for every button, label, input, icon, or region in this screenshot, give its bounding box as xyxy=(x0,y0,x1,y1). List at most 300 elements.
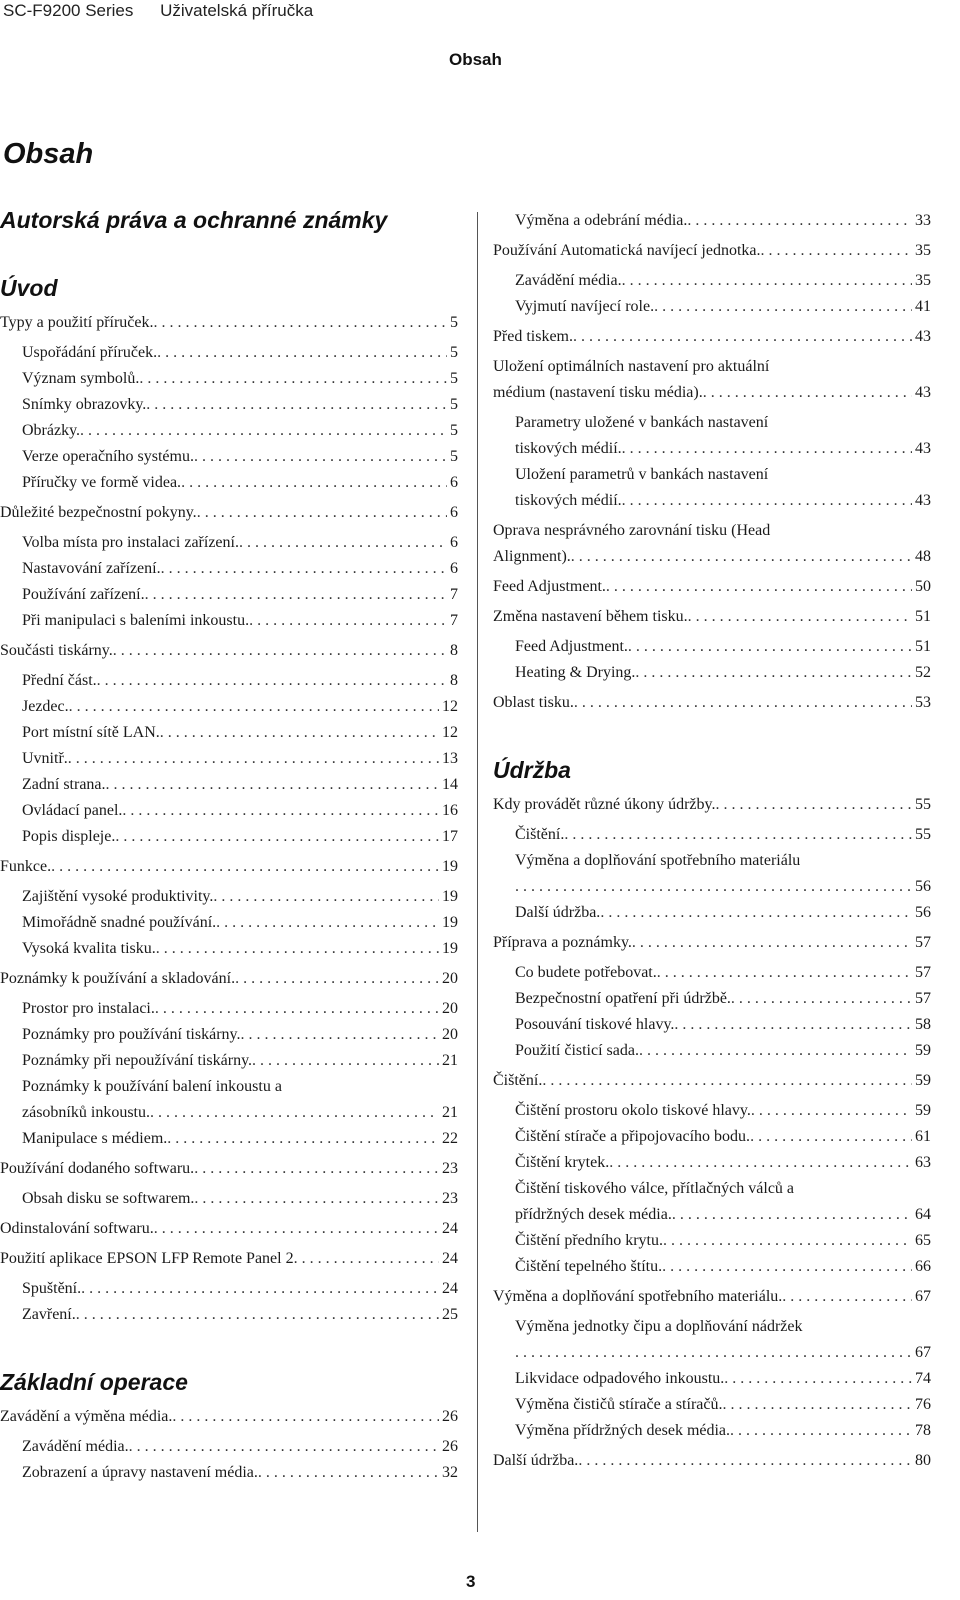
toc-entry-title: Feed Adjustment. xyxy=(493,578,606,595)
toc-page-number: 51 xyxy=(915,638,931,655)
dot-leader xyxy=(628,634,912,660)
toc-page-number: 78 xyxy=(915,1422,931,1439)
dot-leader xyxy=(129,1434,439,1460)
toc-entry-title: Poznámky k používání balení inkoustu a xyxy=(22,1078,282,1095)
dot-leader xyxy=(161,556,447,582)
toc-entry[interactable] xyxy=(493,690,931,716)
dot-leader xyxy=(662,1254,912,1280)
toc-page-number: 26 xyxy=(442,1408,458,1425)
toc-entry[interactable] xyxy=(0,694,458,720)
toc-page-number: 43 xyxy=(915,492,931,509)
toc-entry-title: Použití čisticí sada. xyxy=(515,1042,639,1059)
dot-leader xyxy=(115,824,439,850)
dot-leader xyxy=(663,1228,912,1254)
toc-entry-title: Uložení parametrů v bankách nastavení xyxy=(515,466,769,483)
toc-entry-title-cont: Alignment). xyxy=(493,548,571,565)
dot-leader xyxy=(252,1048,439,1074)
toc-page-number: 80 xyxy=(915,1452,931,1469)
toc-page-number: 14 xyxy=(442,776,458,793)
dot-leader xyxy=(51,854,439,880)
toc-entry-title: Oprava nesprávného zarovnání tisku (Head xyxy=(493,522,771,539)
toc-entry-title: Zavření. xyxy=(22,1306,76,1323)
toc-entry[interactable] xyxy=(0,936,458,962)
dot-leader xyxy=(722,1392,912,1418)
toc-entry[interactable] xyxy=(0,1276,458,1302)
toc-entry[interactable] xyxy=(493,1228,931,1254)
toc-entry[interactable] xyxy=(493,462,931,514)
dot-leader xyxy=(80,418,447,444)
toc-entry-title: Port místní sítě LAN. xyxy=(22,724,160,741)
toc-entry-title: Vysoká kvalita tisku. xyxy=(22,940,156,957)
toc-entry-title-cont: médium (nastavení tisku média). xyxy=(493,384,703,401)
toc-entry-title: Používání dodaného softwaru. xyxy=(0,1160,195,1177)
toc-page-number: 43 xyxy=(915,384,931,401)
toc-entry-title: Oblast tisku. xyxy=(493,694,574,711)
toc-entry-title: Výměna přídržných desek média. xyxy=(515,1422,731,1439)
dot-leader xyxy=(249,608,447,634)
toc-page-number: 35 xyxy=(915,272,931,289)
toc-entry-title-cont: zásobníků inkoustu. xyxy=(22,1104,150,1121)
toc-entry-title: Prostor pro instalaci. xyxy=(22,1000,155,1017)
page-title: Obsah xyxy=(3,138,94,170)
toc-page-number: 59 xyxy=(915,1072,931,1089)
dot-leader xyxy=(113,638,447,664)
toc-page-number: 6 xyxy=(450,474,458,491)
toc-page-number: 7 xyxy=(450,586,458,603)
toc-entry[interactable] xyxy=(0,1302,458,1328)
toc-entry[interactable] xyxy=(0,1156,458,1182)
toc-entry[interactable] xyxy=(0,470,458,496)
toc-entry-title: Poznámky při nepoužívání tiskárny. xyxy=(22,1052,253,1069)
toc-entry-title: Uspořádání příruček. xyxy=(22,344,158,361)
toc-entry[interactable] xyxy=(0,1074,458,1126)
toc-page-number: 20 xyxy=(442,1026,458,1043)
toc-entry[interactable] xyxy=(0,1460,458,1486)
dot-leader xyxy=(760,238,912,264)
dot-leader xyxy=(564,822,912,848)
toc-entry-title: Odinstalování softwaru. xyxy=(0,1220,154,1237)
toc-entry-title: Čištění krytek. xyxy=(515,1154,610,1171)
toc-entry[interactable] xyxy=(493,1284,931,1310)
toc-entry[interactable] xyxy=(493,354,931,406)
toc-entry-title: Čištění stírače a připojovacího bodu. xyxy=(515,1128,751,1145)
toc-entry[interactable] xyxy=(0,608,458,634)
manual-name: Uživatelská příručka xyxy=(160,1,314,20)
toc-page-number: 12 xyxy=(442,724,458,741)
toc-page-number: 74 xyxy=(915,1370,931,1387)
toc-entry[interactable] xyxy=(0,340,458,366)
toc-entry-title: Mimořádně snadné používání. xyxy=(22,914,217,931)
dot-leader xyxy=(240,1022,439,1048)
toc-page-number: 32 xyxy=(442,1464,458,1481)
toc-page-number: 5 xyxy=(450,314,458,331)
toc-page-number: 5 xyxy=(450,370,458,387)
toc-entry[interactable] xyxy=(493,268,931,294)
dot-leader xyxy=(213,884,439,910)
dot-leader xyxy=(181,470,447,496)
dot-leader xyxy=(81,1276,439,1302)
toc-entry[interactable] xyxy=(493,518,931,570)
dot-leader xyxy=(515,874,912,900)
dot-leader xyxy=(122,798,439,824)
toc-entry-title: Součásti tiskárny. xyxy=(0,642,113,659)
toc-entry-title: Ovládací panel. xyxy=(22,802,123,819)
toc-page-number: 58 xyxy=(915,1016,931,1033)
dot-leader xyxy=(609,1150,912,1176)
toc-page-number: 19 xyxy=(442,888,458,905)
toc-page-number: 6 xyxy=(450,504,458,521)
dot-leader xyxy=(687,208,912,234)
dot-leader xyxy=(194,1186,439,1212)
toc-page-number: 67 xyxy=(915,1344,931,1361)
toc-page-number: 5 xyxy=(450,344,458,361)
dot-leader xyxy=(657,960,912,986)
toc-entry-title: Výměna jednotky čipu a doplňování nádržek xyxy=(515,1318,803,1335)
toc-page-number: 43 xyxy=(915,440,931,457)
running-header xyxy=(3,1,335,21)
toc-entry-title: Heating & Drying. xyxy=(515,664,636,681)
toc-page-number: 50 xyxy=(915,578,931,595)
section-heading: Autorská práva a ochranné známky xyxy=(0,207,388,233)
toc-entry[interactable] xyxy=(493,1124,931,1150)
toc-entry[interactable] xyxy=(493,1098,931,1124)
toc-entry-title: Obsah disku se softwarem. xyxy=(22,1190,195,1207)
toc-page-number: 33 xyxy=(915,212,931,229)
toc-page-number: 21 xyxy=(442,1104,458,1121)
toc-entry-title: Poznámky pro používání tiskárny. xyxy=(22,1026,241,1043)
toc-page-number: 12 xyxy=(442,698,458,715)
toc-entry[interactable] xyxy=(0,530,458,556)
dot-leader xyxy=(782,1284,912,1310)
toc-entry[interactable] xyxy=(0,1246,458,1272)
toc-page-number: 64 xyxy=(915,1206,931,1223)
toc-page-number: 8 xyxy=(450,672,458,689)
toc-entry[interactable] xyxy=(0,884,458,910)
toc-entry[interactable] xyxy=(0,444,458,470)
dot-leader xyxy=(622,436,912,462)
toc-page-number: 24 xyxy=(442,1250,458,1267)
dot-leader xyxy=(145,582,447,608)
toc-entry-title: Čištění. xyxy=(515,826,565,843)
toc-entry-title: Kdy provádět různé úkony údržby. xyxy=(493,796,716,813)
toc-entry-title: Čištění prostoru okolo tiskové hlavy. xyxy=(515,1102,751,1119)
toc-entry-title-cont: tiskových médií. xyxy=(515,440,622,457)
toc-entry-title: Nastavování zařízení. xyxy=(22,560,161,577)
dot-leader xyxy=(194,1156,439,1182)
toc-entry-title: Příručky ve formě videa. xyxy=(22,474,182,491)
toc-page-number: 23 xyxy=(442,1190,458,1207)
toc-page-number: 67 xyxy=(915,1288,931,1305)
toc-right-column xyxy=(493,208,931,1474)
toc-page-number: 5 xyxy=(450,422,458,439)
toc-entry[interactable] xyxy=(0,1216,458,1242)
toc-entry-title: Vyjmutí navíjecí role. xyxy=(515,298,655,315)
toc-entry[interactable] xyxy=(0,772,458,798)
dot-leader xyxy=(139,366,447,392)
toc-entry[interactable] xyxy=(493,660,931,686)
toc-entry[interactable] xyxy=(0,966,458,992)
dot-leader xyxy=(154,1216,439,1242)
toc-page-number: 6 xyxy=(450,534,458,551)
toc-page-number: 65 xyxy=(915,1232,931,1249)
toc-entry-title: Spuštění. xyxy=(22,1280,82,1297)
dot-leader xyxy=(622,268,912,294)
toc-entry[interactable] xyxy=(493,822,931,848)
toc-entry[interactable] xyxy=(493,930,931,956)
toc-entry[interactable] xyxy=(0,1186,458,1212)
toc-entry[interactable] xyxy=(0,500,458,526)
dot-leader xyxy=(172,1404,439,1430)
toc-entry[interactable] xyxy=(493,1012,931,1038)
toc-entry[interactable] xyxy=(493,1314,931,1366)
toc-page-number: 56 xyxy=(915,878,931,895)
toc-entry[interactable] xyxy=(493,960,931,986)
toc-entry-title: Používání Automatická navíjecí jednotka. xyxy=(493,242,761,259)
dot-leader xyxy=(542,1068,912,1094)
toc-page-number: 57 xyxy=(915,990,931,1007)
toc-page-number: 66 xyxy=(915,1258,931,1275)
toc-page-number: 6 xyxy=(450,560,458,577)
toc-left-column xyxy=(0,206,458,1486)
toc-entry-title: Zavádění média. xyxy=(515,272,622,289)
toc-entry[interactable] xyxy=(0,418,458,444)
toc-page-number: 24 xyxy=(442,1220,458,1237)
toc-page-number: 20 xyxy=(442,970,458,987)
toc-entry-title-cont: tiskových médií. xyxy=(515,492,622,509)
toc-entry[interactable] xyxy=(0,910,458,936)
dot-leader xyxy=(167,1126,439,1152)
dot-leader xyxy=(674,1012,912,1038)
toc-entry-title: Funkce. xyxy=(0,858,52,875)
section-heading: Údržba xyxy=(493,757,571,783)
toc-entry[interactable] xyxy=(493,1392,931,1418)
dot-leader xyxy=(97,668,447,694)
toc-entry-title: Co budete potřebovat. xyxy=(515,964,657,981)
toc-page-number: 55 xyxy=(915,796,931,813)
toc-entry-title: Zadní strana. xyxy=(22,776,106,793)
dot-leader xyxy=(606,574,912,600)
toc-entry[interactable] xyxy=(493,634,931,660)
toc-page-number: 43 xyxy=(915,328,931,345)
toc-entry[interactable] xyxy=(0,310,458,336)
toc-entry-title: Poznámky k používání a skladování. xyxy=(0,970,236,987)
toc-entry[interactable] xyxy=(493,574,931,600)
toc-entry-title: Výměna a doplňování spotřebního materiálu xyxy=(515,852,801,869)
toc-entry[interactable] xyxy=(0,668,458,694)
toc-page-number: 41 xyxy=(915,298,931,315)
toc-entry-title: Zavádění média. xyxy=(22,1438,129,1455)
dot-leader xyxy=(69,694,439,720)
toc-entry[interactable] xyxy=(493,410,931,462)
toc-entry[interactable] xyxy=(493,1254,931,1280)
dot-leader xyxy=(574,690,912,716)
dot-leader xyxy=(654,294,912,320)
toc-entry[interactable] xyxy=(0,746,458,772)
toc-entry[interactable] xyxy=(493,792,931,818)
toc-page-number: 53 xyxy=(915,694,931,711)
toc-entry-title: Jezdec. xyxy=(22,698,69,715)
dot-leader xyxy=(688,604,912,630)
toc-page-number: 59 xyxy=(915,1042,931,1059)
toc-entry-title: Výměna čističů stírače a stíračů. xyxy=(515,1396,723,1413)
toc-entry[interactable] xyxy=(493,986,931,1012)
toc-entry-title: Feed Adjustment. xyxy=(515,638,628,655)
section-heading: Úvod xyxy=(0,275,58,301)
dot-leader xyxy=(571,544,912,570)
toc-entry-title: Volba místa pro instalaci zařízení. xyxy=(22,534,239,551)
toc-entry-title: Čištění. xyxy=(493,1072,543,1089)
toc-entry-title: Zavádění a výměna média. xyxy=(0,1408,173,1425)
toc-page-number: 56 xyxy=(915,904,931,921)
dot-leader xyxy=(750,1124,912,1150)
toc-page-number: 20 xyxy=(442,1000,458,1017)
toc-entry[interactable] xyxy=(0,824,458,850)
toc-entry[interactable] xyxy=(493,1176,931,1228)
toc-page-number: 19 xyxy=(442,940,458,957)
toc-entry[interactable] xyxy=(0,1434,458,1460)
toc-entry[interactable] xyxy=(493,1068,931,1094)
toc-page-number: 25 xyxy=(442,1306,458,1323)
toc-entry-title: Verze operačního systému. xyxy=(22,448,194,465)
toc-page-number: 35 xyxy=(915,242,931,259)
dot-leader xyxy=(150,1100,439,1126)
dot-leader xyxy=(515,1340,912,1366)
dot-leader xyxy=(730,1418,912,1444)
dot-leader xyxy=(106,772,439,798)
toc-entry[interactable] xyxy=(0,720,458,746)
dot-leader xyxy=(639,1038,912,1064)
page-number: 3 xyxy=(466,1572,476,1591)
toc-entry[interactable] xyxy=(0,1048,458,1074)
toc-entry-title: Uložení optimálních nastavení pro aktuální xyxy=(493,358,770,375)
toc-page-number: 57 xyxy=(915,934,931,951)
toc-entry[interactable] xyxy=(0,1022,458,1048)
dot-leader xyxy=(600,900,912,926)
toc-page-number: 7 xyxy=(450,612,458,629)
section-header: Obsah xyxy=(449,50,502,69)
dot-leader xyxy=(160,720,439,746)
dot-leader xyxy=(197,500,447,526)
toc-page-number: 55 xyxy=(915,826,931,843)
toc-entry[interactable] xyxy=(493,294,931,320)
toc-entry[interactable] xyxy=(0,556,458,582)
toc-page-number: 5 xyxy=(450,448,458,465)
toc-entry-title: Parametry uložené v bankách nastavení xyxy=(515,414,769,431)
toc-entry-title: Popis displeje. xyxy=(22,828,116,845)
toc-entry[interactable] xyxy=(493,1366,931,1392)
toc-entry-title: Přední část. xyxy=(22,672,97,689)
dot-leader xyxy=(156,936,439,962)
toc-entry[interactable] xyxy=(493,848,931,900)
toc-entry-title-cont: přídržných desek média. xyxy=(515,1206,672,1223)
dot-leader xyxy=(751,1098,912,1124)
column-divider xyxy=(477,212,478,1532)
toc-entry-title: Změna nastavení během tisku. xyxy=(493,608,688,625)
toc-entry-title: Obrázky. xyxy=(22,422,81,439)
dot-leader xyxy=(632,930,912,956)
toc-entry-title: Posouvání tiskové hlavy. xyxy=(515,1016,675,1033)
toc-entry[interactable] xyxy=(493,1150,931,1176)
dot-leader xyxy=(258,1460,439,1486)
dot-leader xyxy=(578,1448,912,1474)
toc-entry[interactable] xyxy=(0,1404,458,1430)
toc-entry-title: Zobrazení a úpravy nastavení média. xyxy=(22,1464,258,1481)
toc-entry-title: Typy a použití příruček. xyxy=(0,314,154,331)
toc-entry-title: Výměna a doplňování spotřebního materiálu. xyxy=(493,1288,783,1305)
dot-leader xyxy=(235,966,439,992)
toc-entry-title: Příprava a poznámky. xyxy=(493,934,632,951)
toc-entry[interactable] xyxy=(0,582,458,608)
dot-leader xyxy=(731,986,912,1012)
dot-leader xyxy=(672,1202,912,1228)
toc-entry-title: Před tiskem. xyxy=(493,328,573,345)
toc-entry-title: Význam symbolů. xyxy=(22,370,140,387)
toc-entry[interactable] xyxy=(493,900,931,926)
dot-leader xyxy=(146,392,447,418)
toc-page-number: 51 xyxy=(915,608,931,625)
toc-entry[interactable] xyxy=(493,208,931,234)
toc-entry[interactable] xyxy=(0,1126,458,1152)
dot-leader xyxy=(157,340,447,366)
product-name: SC-F9200 Series xyxy=(3,1,134,20)
toc-page-number: 5 xyxy=(450,396,458,413)
dot-leader xyxy=(635,660,912,686)
dot-leader xyxy=(154,310,448,336)
toc-page-number: 61 xyxy=(915,1128,931,1145)
toc-entry-title: Zajištění vysoké produktivity. xyxy=(22,888,214,905)
toc-page-number: 17 xyxy=(442,828,458,845)
toc-entry[interactable] xyxy=(493,1038,931,1064)
section-heading: Základní operace xyxy=(0,1369,188,1395)
toc-entry[interactable] xyxy=(493,1418,931,1444)
toc-entry[interactable] xyxy=(0,392,458,418)
toc-page-number: 22 xyxy=(442,1130,458,1147)
dot-leader xyxy=(573,324,912,350)
toc-entry[interactable] xyxy=(493,324,931,350)
toc-entry-title: Likvidace odpadového inkoustu. xyxy=(515,1370,725,1387)
toc-entry-title: Další údržba. xyxy=(493,1452,579,1469)
toc-entry-title: Při manipulaci s baleními inkoustu. xyxy=(22,612,250,629)
toc-page-number: 23 xyxy=(442,1160,458,1177)
toc-entry[interactable] xyxy=(493,604,931,630)
toc-entry-title: Manipulace s médiem. xyxy=(22,1130,168,1147)
toc-page-number: 59 xyxy=(915,1102,931,1119)
dot-leader xyxy=(76,1302,439,1328)
toc-page-number: 8 xyxy=(450,642,458,659)
toc-page-number: 52 xyxy=(915,664,931,681)
toc-page-number: 48 xyxy=(915,548,931,565)
toc-entry[interactable] xyxy=(0,996,458,1022)
toc-entry[interactable] xyxy=(0,854,458,880)
toc-entry[interactable] xyxy=(0,638,458,664)
toc-entry[interactable] xyxy=(493,1448,931,1474)
toc-entry-title: Čištění tiskového válce, přítlačných válců a xyxy=(515,1180,795,1197)
toc-entry[interactable] xyxy=(493,238,931,264)
dot-leader xyxy=(239,530,447,556)
toc-page-number: 24 xyxy=(442,1280,458,1297)
dot-leader xyxy=(155,996,439,1022)
toc-entry[interactable] xyxy=(0,366,458,392)
toc-entry[interactable] xyxy=(0,798,458,824)
toc-page-number: 13 xyxy=(442,750,458,767)
toc-entry-title: Další údržba. xyxy=(515,904,601,921)
toc-entry-title: Snímky obrazovky. xyxy=(22,396,147,413)
dot-leader xyxy=(194,444,447,470)
toc-entry-title: Čištění tepelného štítu. xyxy=(515,1258,663,1275)
dot-leader xyxy=(216,910,439,936)
toc-entry-title: Použití aplikace EPSON LFP Remote Panel 2 xyxy=(0,1250,294,1267)
toc-page-number: 16 xyxy=(442,802,458,819)
